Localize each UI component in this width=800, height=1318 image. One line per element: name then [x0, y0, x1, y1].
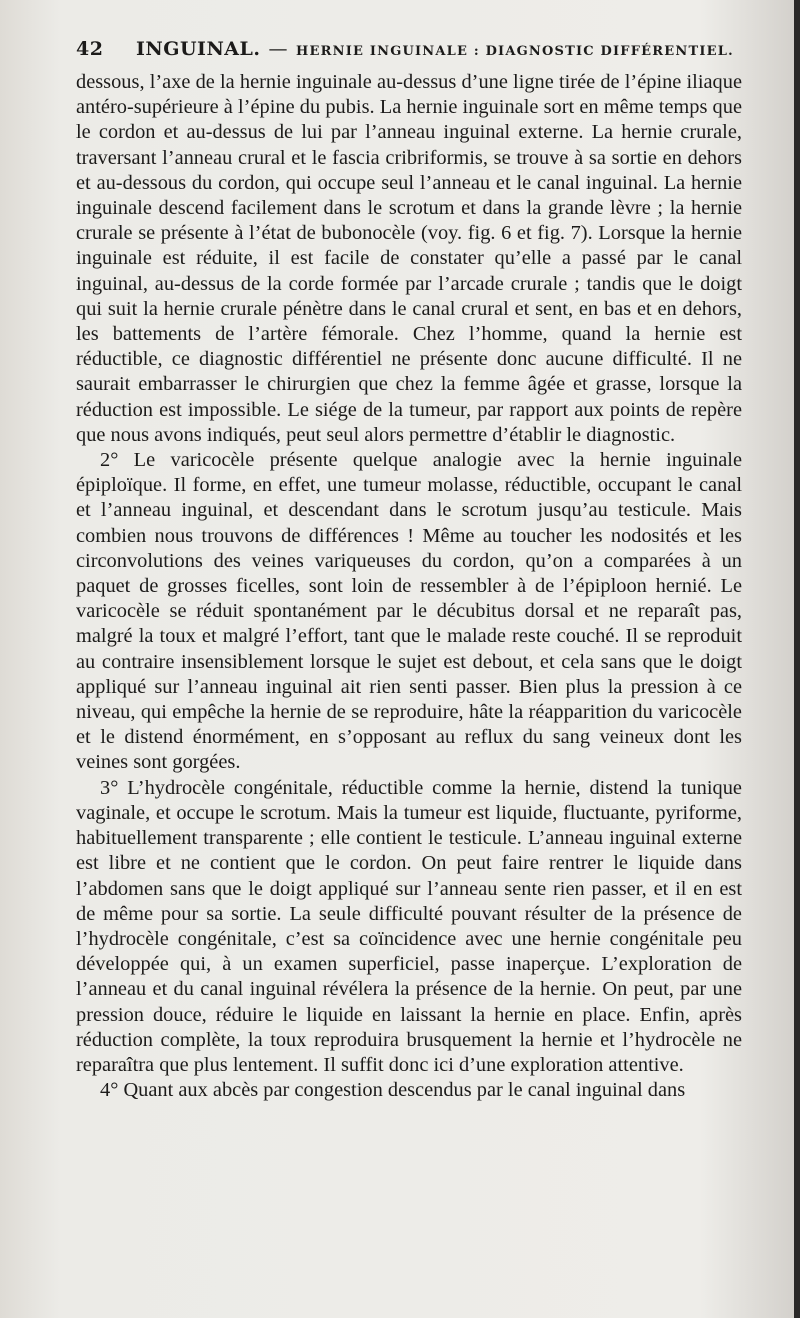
- page-edge-shadow: [794, 0, 800, 1318]
- running-title: INGUINAL.: [136, 38, 261, 60]
- page-number: 42: [76, 38, 104, 60]
- paragraph-1: dessous, l’axe de la hernie inguinale au-dessus d’une ligne tirée de l’épine iliaque antéro-supérieure à l’épine du pubis. La hernie inguinale sort en même temps que le cordon et au-dessus de lui par l’anneau inguinal externe. La hernie crurale, traversant l’anneau crural et le fascia cribriformis, se trouve à sa sortie en dehors et au-dessous du cordon, qui occupe seul l’anneau et le canal inguinal. La hernie inguinale descend facilement dans le scrotum et dans la grande lèvre ; la hernie crurale se présente à l’état de bubonocèle (voy. fig. 6 et fig. 7). Lorsque la hernie inguinale est réduite, il est facile de constater qu’elle a passé par le canal inguinal, au-dessus de la corde formée par l’arcade crurale ; tandis que le doigt qui suit la hernie crurale pénètre dans le canal crural et sent, en bas et en dehors, les battements de l’artère fémorale. Chez l’homme, quand la hernie est réductible, ce diagnostic différentiel ne présente donc aucune difficulté. Il ne saurait embarrasser le chirurgien que chez la femme âgée et grasse, lorsque la réduction est impossible. Le siége de la tumeur, par rapport aux points de repère que nous avons indiqués, peut seul alors permettre d’établir le diagnostic.: [76, 71, 742, 446]
- header-separator: —: [268, 38, 289, 60]
- paragraph-2: 2° Le varicocèle présente quelque analogie avec la hernie inguinale épiploïque. Il forme, en effet, une tumeur molasse, réductible, occupant le canal et l’anneau inguinal, et descendant dans le scrotum jusqu’au testicule. Mais combien nous trouvons de différences ! Même au toucher les nodosités et les circonvolutions des veines variqueuses du cordon, qu’on a comparées à un paquet de grosses ficelles, sont loin de ressembler à de l’épiploon hernié. Le varicocèle se réduit spontanément par le décubitus dorsal et ne reparaît pas, malgré la toux et malgré l’effort, tant que le malade reste couché. Il se reproduit au contraire insensiblement lorsque le sujet est debout, et cela sans que le doigt appliqué sur l’anneau inguinal ait rien senti passer. Bien plus la pression à ce niveau, qui empêche la hernie de se reproduire, hâte la réapparition du varicocèle et le distend énormément, en s’opposant au reflux du sang veineux dont les veines sont gorgées.: [76, 449, 742, 774]
- body-text: [76, 70, 742, 1103]
- running-subtitle: HERNIE INGUINALE : DIAGNOSTIC DIFFÉRENTIEL.: [296, 44, 734, 59]
- paragraph-3: 3° L’hydrocèle congénitale, réductible comme la hernie, distend la tunique vaginale, et occupe le scrotum. Mais la tumeur est liquide, fluctuante, pyriforme, habituellement transparente ; elle contient le testicule. L’anneau inguinal externe est libre et ne contient que le cordon. On peut faire rentrer le liquide dans l’abdomen sans que le doigt appliqué sur l’anneau sente rien passer, et il en est de même pour sa sortie. La seule difficulté pouvant résulter de la présence de l’hydrocèle congénitale, c’est sa coïncidence avec une hernie congénitale peu développée qui, à un examen superficiel, passe inaperçue. L’exploration de l’anneau et du canal inguinal révélera la présence de la hernie. On peut, par une pression douce, réduire le liquide en laissant la hernie en place. Enfin, après réduction complète, la toux reproduira brusquement la hernie et l’hydrocèle ne reparaîtra que plus lentement. Il suffit donc ici d’une exploration attentive.: [76, 776, 742, 1076]
- running-header: [76, 38, 742, 70]
- paragraph-4: 4° Quant aux abcès par congestion descendus par le canal inguinal dans: [100, 1079, 686, 1102]
